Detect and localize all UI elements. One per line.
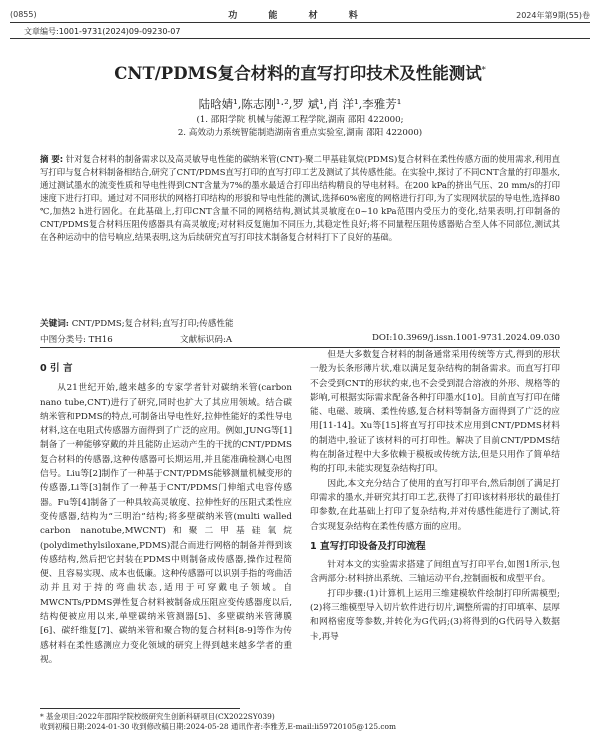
journal-name: 功 能 材 料 xyxy=(228,11,372,21)
affiliation-2: 2. 高效动力系统智能制造湖南省重点实验室,湖南 邵阳 422000) xyxy=(177,128,423,138)
printing-steps-paragraph: 打印步骤:(1)计算机上运用三维建模软件绘制打印所需模型;(2)将三维模型导入切片软件进行切片,调整所需的打印填率、层厚和网格密度等参数,并转化为G代码;(3)将得到的G代码导入数据卡,再导 xyxy=(310,588,560,642)
intro-paragraph-purpose: 因此,本文充分结合了使用的直写打印平台,然后制创了满足打印需求的墨水,并研究其打印工艺,获得了打印该材料形状的最佳打印参数,在此基础上打印了复杂结构,并对传感性能进行了测试,符合实现复杂结构在柔性传感方面的应用。 xyxy=(310,478,560,532)
keywords-text: CNT/PDMS;复合材料;直写打印;传感性能 xyxy=(71,319,234,329)
title-footnote-mark: * xyxy=(481,65,486,75)
section-heading-intro: 0 引 言 xyxy=(40,363,73,374)
document-code: 文献标识码:A xyxy=(180,335,233,345)
keywords-label: 关键词: xyxy=(40,319,69,329)
intro-paragraph-continued: 但是大多数复合材料的制备通常采用传统等方式,得到的形状一般为长条形薄片状,难以满足复杂结构的制备需求。而直写打印不会受到CNT的形状约束,也不会受到混合溶液的外形、规格等的影响,可根据实际需求配备各种打印墨水[10]。目前直写打印在储能、电磁、玻璃、柔性传感,复合材料等制备方面得到了广泛的应用[11-14]。Xu等[15]将直写打印技术应用到CNT/PDMS材料的制造中,验证了该材料的可打印性。解决了目前CNT/PDMS结构在制备过程中大多依赖于模板或传统方法,但是只用作了简单结构的打印,未能实现复杂结构打印。 xyxy=(310,350,560,475)
title-text: CNT/PDMS复合材料的直写打印技术及性能测试 xyxy=(114,64,482,83)
article-number: 文章编号:1001-9731(2024)09-09230-07 xyxy=(24,27,181,36)
right-column xyxy=(310,348,560,644)
footnote xyxy=(40,712,580,732)
equipment-paragraph: 针对本文的实验需求搭建了间组直写打印平台,如图1所示,包含两部分:材料挤出系统、三轴运动平台,控制面板和成型平台。 xyxy=(310,560,560,585)
header-rule xyxy=(10,22,590,23)
footnote-rule xyxy=(40,708,240,709)
running-header xyxy=(10,6,590,22)
keywords xyxy=(40,317,560,329)
affiliation-1: (1. 邵阳学院 机械与能源工程学院,湖南 邵阳 422000; xyxy=(196,115,404,125)
paper-title xyxy=(0,60,600,84)
header-page-code: (0855) xyxy=(10,10,37,19)
footnote-fund: * 基金项目:2022年邵阳学院校级研究生创新科研项目(CX2022SY039) xyxy=(40,712,275,721)
issue-info: 2024年第9期(55)卷 xyxy=(516,11,590,20)
footnote-dates: 收到初稿日期:2024-01-30 收到修改稿日期:2024-05-28 通讯作者:李雅芳,E-mail:li59720105@125.com xyxy=(40,722,397,731)
section-heading-equipment: 1 直写打印设备及打印流程 xyxy=(310,540,426,552)
clc-number: 中图分类号: TH16 xyxy=(40,335,113,345)
abstract-label: 摘 要: xyxy=(40,154,64,164)
doi: DOI:10.3969/j.issn.1001-9731.2024.09.030 xyxy=(372,333,560,343)
article-number-rule xyxy=(10,38,590,39)
abstract-text: 针对复合材料的制备需求以及高灵敏导电性能的碳纳米管(CNT)-聚二甲基硅氧烷(PDMS)复合材料在柔性传感方面的使用需求,利用直写打印与复合材料制备相结合,研究了CNT/PDMS直写打印的直写打印工艺及测试了其传感性能。在实验中,探讨了不同CNT含量的打印墨水,通过测试墨水的流变性质和导电性得到CNT含量为7%的墨水最适合打印出结构精良的导电材料。在200 kPa的挤出气压、20 mm/s的打印速度下进行打印。通过对不同形状的网格打印结构的形貌和导电性能的测试,选择60%密度的网格进行打印,为了实现网状层的导电性,选择80 ℃,加热2 h进行固化。在此基础上,打印CNT含量不同的网格结构,测试其灵敏度在0~10 kPa范围内受压力的变化,结果表明,打印制备的CNT/PDMS复合材料压阻传感器具有高灵敏度;对材料反复施加不同压力,其稳定性良好;将不同量程压阻传感器贴合至人体不同部位,测试其在各种运动中的信号响应,结果表明,这为后续研究直写打印技术制备复合材料打下了良好的基础。 xyxy=(40,154,560,242)
abstract xyxy=(40,153,560,244)
left-column xyxy=(40,356,292,667)
author-list: 陆晗婧¹,陈志刚¹·²,罗 斌¹,肖 洋¹,李雅芳¹ xyxy=(198,97,402,111)
intro-paragraph: 从21世纪开始,越来越多的专家学者针对碳纳米管(carbon nano tube,CNT)进行了研究,同时也扩大了其应用领域。结合碳纳米管和PDMS的特点,可制备出导电性好,拉伸性能好的柔性导电材料,这在电阻式传感器方面得到了广泛的应用。例如,JUNG等[1]制备了一种能够穿戴的并且能防止运动产生的干扰的CNT/PDMS复合材料的传感器,这种传感器可长期运用,并且能准确检测心电图信号。Liu等[2]制作了一种基于CNT/PDMS能够测量机械变形的传感器,Li等[3]制作了一种基于CNT/PDMS门伸缩式电容传感器。Fu等[4]制备了一种具较高灵敏度、拉伸性好的压阻式柔性应变传感器,结构为“三明治”结构;将多壁碳纳米管(multi walled carbon nanotube,MWCNT)和聚二甲基硅氧烷(polydimethylsiloxane,PDMS)混合而进行网格的制备并得到该传感结构,然后把它封装在PDMS中则制备成传感器,操作过程简便、且容易实现、成本也低廉。这种传感器可以识别手指的弯曲活动并且对于持的弯曲状态,适用于可穿戴电子领域。自MWCNTs/PDMS弹性复合材料被制备成压阻应变传感器度以后,结构便被应用以来,单壁碳纳米管测器[5]、多壁碳纳米管薄膜[6]、碳纤维复[7]、碳纳米管和聚合物的复合材料[8-9]等作为传感材料在柔性感测应力变化领域的研究上得到越来越多学者的重视。 xyxy=(40,383,292,665)
